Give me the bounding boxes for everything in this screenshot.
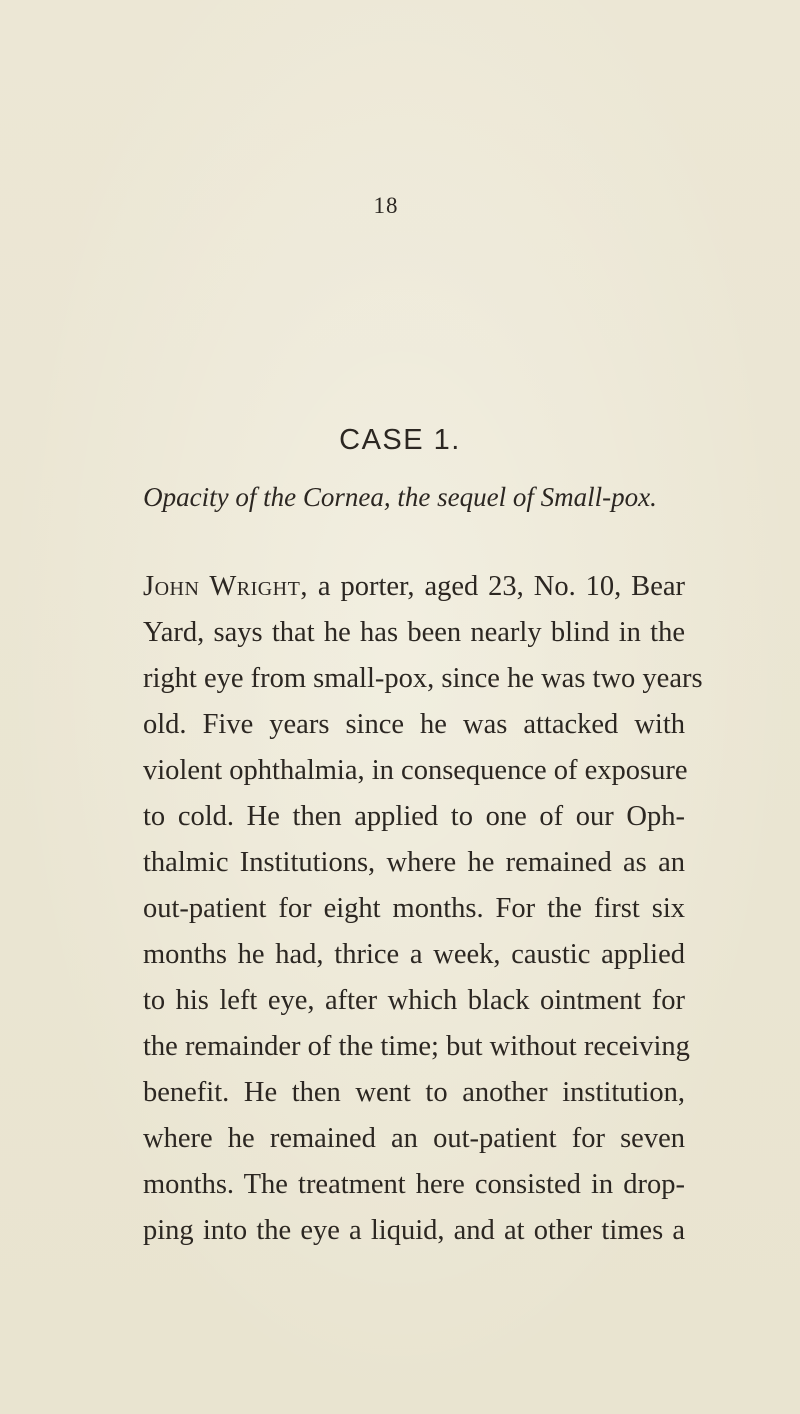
body-line-text: a porter, aged 23, No. 10, Bear [307,571,685,602]
body-line [143,564,685,610]
body-line: thalmic Institutions, where he remained as an [143,847,685,878]
body-line: Yard, says that he has been nearly blind in the [143,617,685,648]
case-heading: CASE 1. [339,424,461,456]
body-line: ping into the eye a liquid, and at other times a [143,1215,685,1246]
body-line: out-patient for eight months. For the first six [143,893,685,924]
body-line: months. The treatment here consisted in drop- [143,1169,685,1200]
body-line: to cold. He then applied to one of our Oph- [143,801,685,832]
body-line: old. Five years since he was attacked with [143,709,685,740]
page-number: 18 [373,193,399,218]
body-line: where he remained an out-patient for seven [143,1123,685,1154]
body-line: to his left eye, after which black ointment for [143,985,685,1016]
body-line: right eye from small-pox, since he was two years [143,663,703,694]
patient-name: John Wright, [143,571,308,602]
body-line: benefit. He then went to another institution, [143,1077,685,1108]
body-line: months he had, thrice a week, caustic applied [143,939,685,970]
body-line: the remainder of the time; but without receiving [143,1031,690,1062]
case-subtitle: Opacity of the Cornea, the sequel of Small-pox. [143,482,657,512]
body-line: violent ophthalmia, in consequence of exposure [143,755,688,786]
